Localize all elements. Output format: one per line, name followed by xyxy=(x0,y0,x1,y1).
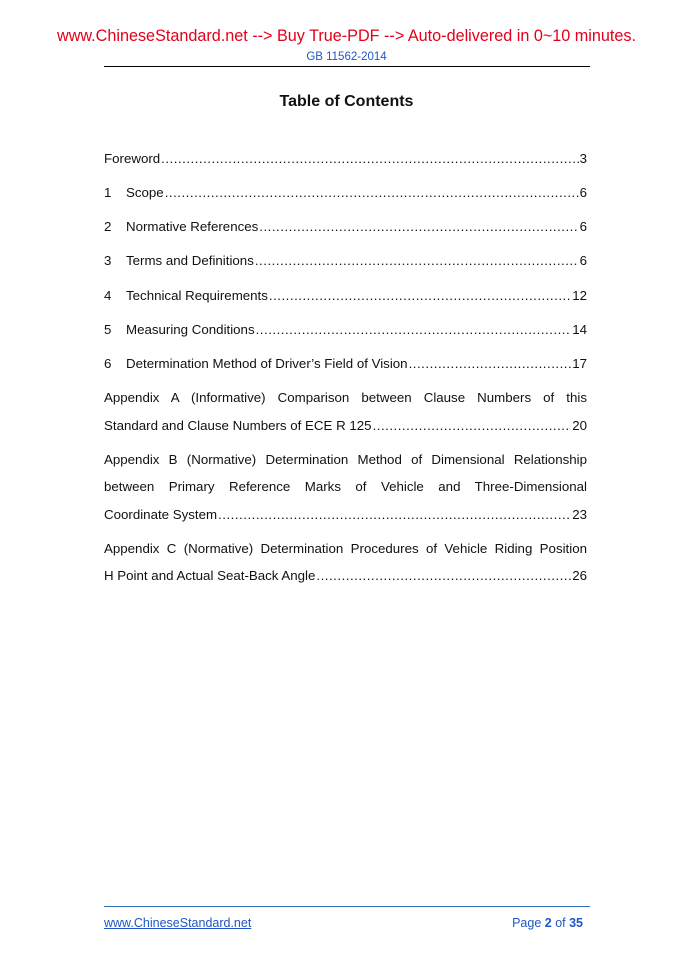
toc-entry-normative-references[interactable] xyxy=(104,218,587,236)
toc-leader-dots xyxy=(373,417,572,435)
toc-entry-scope[interactable] xyxy=(104,184,587,202)
toc-label: Standard and Clause Numbers of ECE R 125 xyxy=(104,418,372,433)
toc-page-number: 12 xyxy=(572,288,587,303)
toc-label: Scope xyxy=(126,185,164,200)
toc-page-number: 23 xyxy=(572,507,587,522)
toc-label: H Point and Actual Seat-Back Angle xyxy=(104,568,316,583)
toc-leader-dots xyxy=(161,150,578,168)
footer-rule xyxy=(104,906,590,907)
page-prefix: Page xyxy=(512,916,545,930)
toc-label: Technical Requirements xyxy=(126,288,268,303)
toc-section-number: 3 xyxy=(104,253,112,268)
page-of: of xyxy=(551,916,570,930)
toc-entry-appendix-b-end[interactable] xyxy=(104,506,587,524)
toc-leader-dots xyxy=(409,355,572,373)
toc-leader-dots xyxy=(316,567,571,585)
toc-leader-dots xyxy=(255,252,579,270)
toc-label: Foreword xyxy=(104,151,161,166)
footer-website-link[interactable]: www.ChineseStandard.net xyxy=(104,916,252,930)
toc-entry-appendix-a-cont[interactable] xyxy=(104,417,587,435)
toc-label-line: Appendix C (Normative) Determination Procedures of Vehicle Riding Position xyxy=(104,541,587,556)
toc-leader-dots xyxy=(165,184,579,202)
standard-number: GB 11562-2014 xyxy=(306,51,387,63)
toc-page-number: 6 xyxy=(579,253,587,268)
toc-page-number: 17 xyxy=(572,356,587,371)
toc-label: Determination Method of Driver’s Field of Vision xyxy=(126,356,408,371)
toc-entry-terms-definitions[interactable] xyxy=(104,252,587,270)
toc-leader-dots xyxy=(259,218,578,236)
toc-entry-measuring-conditions[interactable] xyxy=(104,321,587,339)
toc-label-line: Appendix B (Normative) Determination Method of Dimensional Relationship xyxy=(104,452,587,467)
toc-entry-appendix-a[interactable] xyxy=(104,389,587,407)
toc-page-number: 26 xyxy=(572,568,587,583)
toc-label: Measuring Conditions xyxy=(126,322,255,337)
toc-entry-foreword[interactable] xyxy=(104,150,587,168)
toc-section-number: 2 xyxy=(104,219,112,234)
toc-section-number: 6 xyxy=(104,356,112,371)
toc-page-number: 14 xyxy=(572,322,587,337)
toc-section-number: 1 xyxy=(104,185,112,200)
toc-leader-dots xyxy=(269,287,571,305)
page-indicator xyxy=(512,916,583,930)
toc-page-number: 6 xyxy=(579,185,587,200)
toc-entry-appendix-b-cont[interactable] xyxy=(104,478,587,496)
page-current: 2 xyxy=(544,916,552,930)
toc-leader-dots xyxy=(218,506,571,524)
header-rule xyxy=(104,66,590,67)
toc-label: Coordinate System xyxy=(104,507,218,522)
toc-section-number: 5 xyxy=(104,322,112,337)
toc-label-line: between Primary Reference Marks of Vehicle and Three-Dimensional xyxy=(104,479,587,494)
toc-label: Normative References xyxy=(126,219,259,234)
toc-entry-field-of-vision[interactable] xyxy=(104,355,587,373)
toc-entry-appendix-c[interactable] xyxy=(104,540,587,558)
toc-label: Terms and Definitions xyxy=(126,253,254,268)
toc-entry-appendix-c-cont[interactable] xyxy=(104,567,587,585)
toc-page-number: 6 xyxy=(579,219,587,234)
page-title: Table of Contents xyxy=(279,93,414,110)
toc-page-number: 20 xyxy=(572,418,587,433)
toc-section-number: 4 xyxy=(104,288,112,303)
toc-label-line: Appendix A (Informative) Comparison between Clause Numbers of this xyxy=(104,390,587,405)
page-total: 35 xyxy=(569,916,583,930)
toc-entry-appendix-b[interactable] xyxy=(104,451,587,469)
toc-entry-technical-requirements[interactable] xyxy=(104,287,587,305)
toc-page-number: 3 xyxy=(579,151,587,166)
banner-text: www.ChineseStandard.net --> Buy True-PDF --> Auto-delivered in 0~10 minutes. xyxy=(57,27,636,45)
toc-leader-dots xyxy=(256,321,572,339)
